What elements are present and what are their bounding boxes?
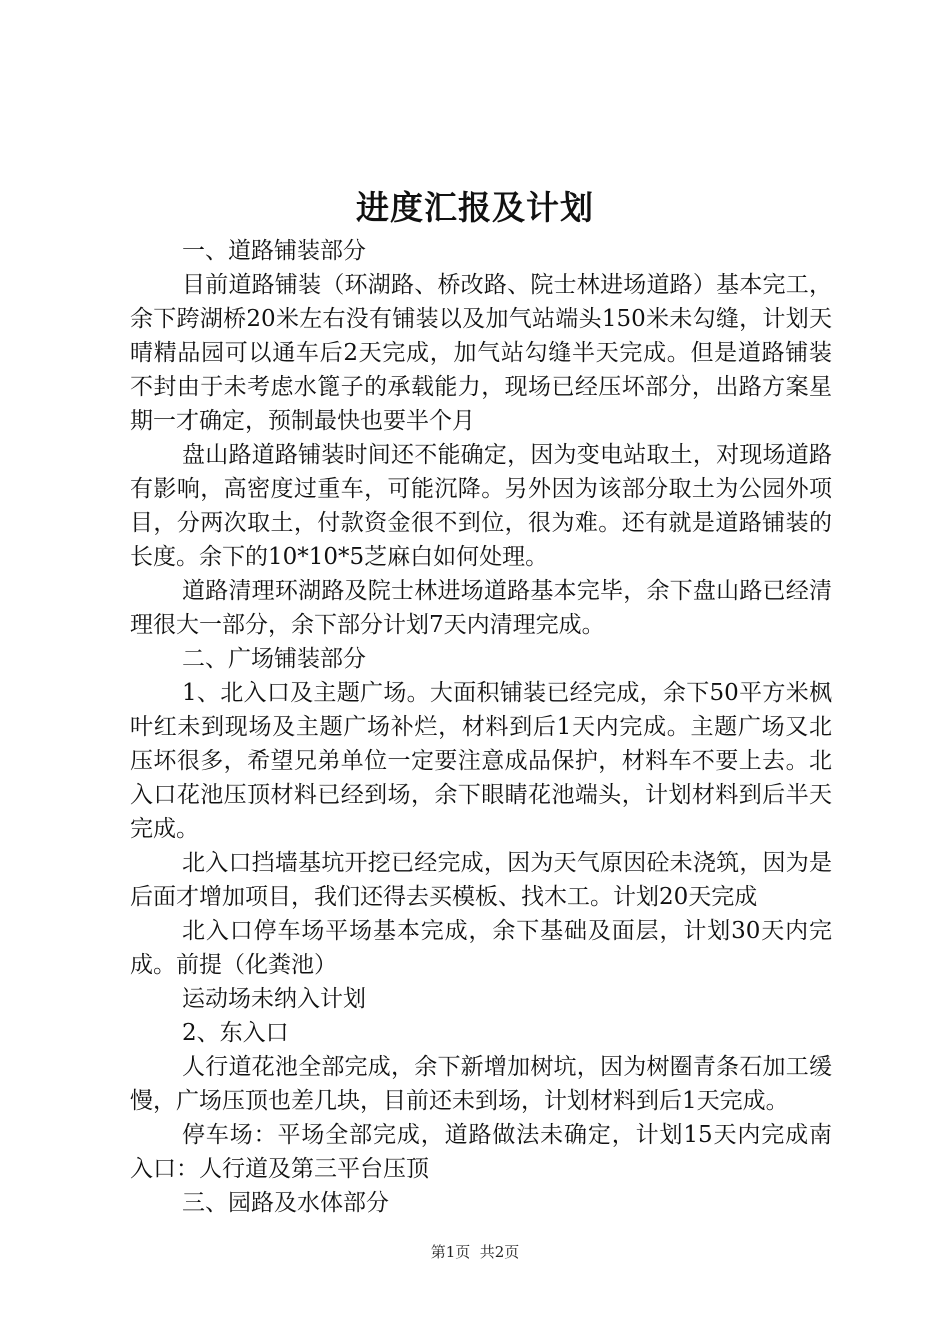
document-title: 进度汇报及计划 [356, 188, 594, 227]
section-heading-roads: 一、道路铺装部分 [182, 238, 366, 264]
subheading-east-entrance: 2、东入口 [182, 1020, 289, 1046]
paragraph-parking-lot: 停车场：平场全部完成，道路做法未确定，计划15天内完成南入口：人行道及第三平台压顶 [130, 1122, 832, 1182]
document-body [130, 234, 832, 1220]
page-number-label: 第1页 共2页 [430, 1243, 520, 1261]
paragraph-road-cleaning: 道路清理环湖路及院士林进场道路基本完毕，余下盘山路已经清理很大一部分，余下部分计划7天内清理完成。 [130, 578, 832, 638]
paragraph-sports-field: 运动场未纳入计划 [182, 986, 366, 1012]
paragraph-north-entrance-plaza: 1、北入口及主题广场。大面积铺装已经完成，余下50平方米枫叶红未到现场及主题广场补烂，材料到后1天内完成。主题广场又北压坏很多，希望兄弟单位一定要注意成品保护，材料车不要上去。北入口花池压顶材料已经到场，余下眼睛花池端头，计划材料到后半天完成。 [130, 680, 832, 842]
paragraph-north-parking: 北入口停车场平场基本完成，余下基础及面层，计划30天内完成。前提（化粪池） [130, 918, 832, 978]
paragraph-road-paving-status: 目前道路铺装（环湖路、桥改路、院士林进场道路）基本完工，余下跨湖桥20米左右没有铺装以及加气站端头150米未勾缝，计划天晴精品园可以通车后2天完成，加气站勾缝半天完成。但是道路铺装不封由于未考虑水篦子的承载能力，现场已经压坏部分，出路方案星期一才确定，预制最快也要半个月 [130, 272, 832, 434]
section-heading-paths-water: 三、园路及水体部分 [182, 1190, 389, 1216]
paragraph-north-retaining-wall: 北入口挡墙基坑开挖已经完成，因为天气原因砼未浇筑，因为是后面才增加项目，我们还得去买模板、找木工。计划20天完成 [130, 850, 832, 910]
paragraph-mountain-road: 盘山路道路铺装时间还不能确定，因为变电站取土，对现场道路有影响，高密度过重车，可能沉降。另外因为该部分取土为公园外项目，分两次取土，付款资金很不到位，很为难。还有就是道路铺装的长度。余下的10*10*5芝麻白如何处理。 [130, 442, 832, 570]
page-footer [0, 1240, 950, 1264]
section-heading-plaza: 二、广场铺装部分 [182, 646, 366, 672]
paragraph-sidewalk-planters: 人行道花池全部完成，余下新增加树坑，因为树圈青条石加工缓慢，广场压顶也差几块，目前还未到场，计划材料到后1天完成。 [130, 1054, 832, 1114]
